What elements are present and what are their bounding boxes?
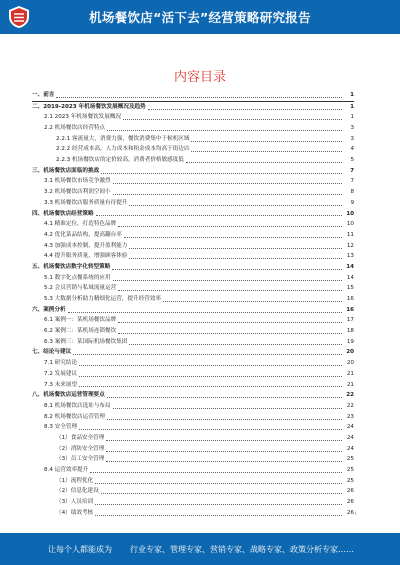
toc-leader-dots xyxy=(129,248,342,249)
toc-entry-page: 14 xyxy=(346,274,354,281)
toc-leader-dots xyxy=(95,483,342,484)
toc-entry-label: 8.2 机场餐饮店运营管理 xyxy=(44,413,106,420)
toc-entry-page: 16 xyxy=(346,306,354,313)
toc-leader-dots xyxy=(148,109,342,110)
toc-leader-dots xyxy=(73,354,342,355)
toc-leader-dots xyxy=(96,215,342,216)
toc-entry-page: 23 xyxy=(346,413,354,420)
toc-leader-dots xyxy=(113,183,342,184)
toc-entry[interactable] xyxy=(32,476,354,487)
toc-leader-dots xyxy=(106,461,342,462)
toc-leader-dots xyxy=(79,376,342,377)
toc-entry-page: 1 xyxy=(350,103,354,110)
toc-entry[interactable] xyxy=(32,422,354,433)
toc-entry-label: 三、机场餐饮店面临的挑战 xyxy=(32,167,100,174)
toc-entry-page: 4 xyxy=(350,146,354,153)
toc-entry-page: 25 xyxy=(346,456,354,463)
toc-entry[interactable] xyxy=(32,315,354,326)
toc-entry-label: 8.3 安全管理 xyxy=(44,424,78,431)
toc-entry-label: 7.3 未来展望 xyxy=(44,381,78,388)
toc-entry-page: 1 xyxy=(350,91,354,98)
toc-entry-label: 6.2 案例二：某机场连锁餐饮 xyxy=(44,328,117,335)
toc-entry-page: 25 xyxy=(346,467,354,474)
toc-leader-dots xyxy=(95,504,342,505)
toc-leader-dots xyxy=(106,451,342,452)
toc-entry[interactable] xyxy=(32,166,354,177)
toc-entry-label: 6.3 案例三：某国际机场餐饮集团 xyxy=(44,338,128,345)
toc-entry[interactable] xyxy=(32,219,354,230)
toc-entry-label: 4.2 优化菜品结构，提高翻台率 xyxy=(44,231,122,238)
page-number: i xyxy=(354,511,356,517)
toc-entry-page: 12 xyxy=(346,242,354,249)
toc-leader-dots xyxy=(79,386,342,387)
toc-leader-dots xyxy=(90,472,342,473)
toc-leader-dots xyxy=(186,162,342,163)
toc-entry-label: 5.1 数字化点餐系统的应用 xyxy=(44,274,111,281)
toc-entry-page: 19 xyxy=(346,338,354,345)
toc-leader-dots xyxy=(107,397,342,398)
toc-entry[interactable] xyxy=(32,369,354,380)
toc-entry[interactable] xyxy=(32,486,354,497)
toc-entry-label: 4.4 提升服务质量，增强顾客体验 xyxy=(44,253,128,260)
toc-entry-page: 11 xyxy=(346,231,354,238)
toc-entry-label: 5.3 大数据分析助力精细化运营，提升经营效率 xyxy=(44,296,161,303)
toc-entry[interactable] xyxy=(32,251,354,262)
toc-leader-dots xyxy=(107,419,342,420)
toc-entry[interactable] xyxy=(32,433,354,444)
toc-entry-page: 14 xyxy=(346,263,354,270)
toc-entry[interactable] xyxy=(32,326,354,337)
toc-leader-dots xyxy=(163,301,342,302)
toc-entry-page: 7 xyxy=(350,167,354,174)
toc-leader-dots xyxy=(118,290,342,291)
table-of-contents xyxy=(32,90,354,519)
toc-leader-dots xyxy=(101,173,342,174)
toc-entry-label: 七、结论与建议 xyxy=(32,349,72,356)
toc-leader-dots xyxy=(191,151,342,152)
toc-entry[interactable] xyxy=(32,177,354,188)
toc-entry-label: 3.2 机场餐饮店利润空间小 xyxy=(44,189,111,196)
toc-entry-label: （2）消防安全管理 xyxy=(56,445,105,452)
toc-leader-dots xyxy=(123,119,342,120)
toc-entry[interactable] xyxy=(32,209,354,220)
toc-entry-page: 1 xyxy=(350,114,354,121)
toc-entry-page: 20 xyxy=(346,360,354,367)
toc-entry[interactable] xyxy=(32,230,354,241)
toc-entry[interactable] xyxy=(32,90,354,102)
toc-entry-label: 4.3 加强成本控制，提升盈利能力 xyxy=(44,242,128,249)
toc-entry-label: 3.1 机场餐饮市场竞争激烈 xyxy=(44,178,111,185)
toc-entry[interactable] xyxy=(32,198,354,209)
toc-heading: 内容目录 xyxy=(173,70,226,85)
toc-leader-dots xyxy=(129,205,342,206)
toc-entry-page: 25 xyxy=(346,477,354,484)
toc-entry-label: 五、机场餐饮店数字化转型策略 xyxy=(32,263,111,270)
toc-leader-dots xyxy=(118,322,342,323)
toc-entry-page: 21 xyxy=(346,370,354,377)
toc-entry[interactable] xyxy=(32,305,354,316)
toc-entry[interactable] xyxy=(32,348,354,359)
toc-leader-dots xyxy=(118,333,342,334)
toc-entry-label: 5.2 会员营销与私域流量运营 xyxy=(44,285,117,292)
toc-entry-page: 7 xyxy=(350,178,354,185)
toc-leader-dots xyxy=(68,312,342,313)
toc-entry-label: （4）绩效考核 xyxy=(56,509,94,516)
toc-leader-dots xyxy=(113,408,342,409)
toc-leader-dots xyxy=(118,226,342,227)
footer-slogan-left: 让每个人都能成为 xyxy=(48,544,112,554)
toc-entry[interactable] xyxy=(32,497,354,508)
toc-entry-page: 3 xyxy=(350,135,354,142)
toc-entry-label: 2.2.2 经营成本高，人力成本和租金成本均高于街边店 xyxy=(56,146,190,153)
toc-entry-label: 八、机场餐饮店运营管理要点 xyxy=(32,392,105,399)
toc-entry-label: 7.1 研究结论 xyxy=(44,360,78,367)
toc-leader-dots xyxy=(113,194,342,195)
toc-entry-label: （2）信息化建设 xyxy=(56,488,99,495)
toc-entry[interactable] xyxy=(32,401,354,412)
toc-leader-dots xyxy=(101,493,342,494)
toc-entry[interactable] xyxy=(32,294,354,305)
toc-entry[interactable] xyxy=(32,144,354,155)
toc-entry-page: 21 xyxy=(346,381,354,388)
toc-entry[interactable] xyxy=(32,380,354,391)
toc-entry-page: 10 xyxy=(346,210,354,217)
toc-leader-dots xyxy=(79,365,342,366)
toc-entry[interactable] xyxy=(32,283,354,294)
report-title: 机场餐饮店“活下去”经营策略研究报告 xyxy=(89,10,311,25)
toc-entry[interactable] xyxy=(32,508,354,519)
toc-entry-label: （1）流程优化 xyxy=(56,477,94,484)
toc-entry-label: （1）食品安全管理 xyxy=(56,434,105,441)
toc-entry[interactable] xyxy=(32,390,354,401)
toc-entry-page: 18 xyxy=(346,328,354,335)
toc-entry-label: 6.1 案例一：某机场餐饮品牌 xyxy=(44,317,117,324)
toc-leader-dots xyxy=(79,429,342,430)
toc-entry-page: 26 xyxy=(346,509,354,516)
toc-entry-page: 26 xyxy=(346,488,354,495)
toc-entry-label: 2.2 机场餐饮店经营特点 xyxy=(44,125,106,132)
toc-entry[interactable] xyxy=(32,241,354,252)
toc-entry-page: 15 xyxy=(346,285,354,292)
toc-entry-page: 20 xyxy=(346,349,354,356)
toc-entry[interactable] xyxy=(32,454,354,465)
toc-entry-page: 10 xyxy=(346,221,354,228)
toc-leader-dots xyxy=(124,237,342,238)
header-band xyxy=(0,0,400,34)
toc-leader-dots xyxy=(107,130,342,131)
toc-entry[interactable] xyxy=(32,134,354,145)
toc-entry[interactable] xyxy=(32,187,354,198)
toc-entry-label: 8.1 机场餐饮店选址与布局 xyxy=(44,402,111,409)
toc-entry-label: （3）人员培训 xyxy=(56,499,94,506)
toc-entry[interactable] xyxy=(32,155,354,166)
toc-entry-page: 13 xyxy=(346,253,354,260)
toc-entry[interactable] xyxy=(32,337,354,348)
toc-leader-dots xyxy=(191,141,342,142)
toc-entry[interactable] xyxy=(32,273,354,284)
toc-leader-dots xyxy=(129,344,342,345)
toc-entry-label: 7.2 发展建议 xyxy=(44,370,78,377)
toc-entry-label: 8.4 运营效率提升 xyxy=(44,467,89,474)
toc-entry-label: 3.3 机场餐饮店服务质量有待提升 xyxy=(44,199,128,206)
toc-entry-page: 5 xyxy=(350,157,354,164)
toc-entry-label: 2.1 2023 年机场餐饮发展概况 xyxy=(44,114,122,121)
toc-entry-page: 24 xyxy=(346,445,354,452)
toc-entry-page: 22 xyxy=(346,392,354,399)
toc-entry-page: 9 xyxy=(350,199,354,206)
toc-entry-page: 8 xyxy=(350,189,354,196)
toc-entry-label: 4.1 精准定位，打造特色品牌 xyxy=(44,221,117,228)
toc-leader-dots xyxy=(56,97,342,98)
toc-entry[interactable] xyxy=(32,465,354,476)
toc-entry-page: 24 xyxy=(346,424,354,431)
toc-leader-dots xyxy=(106,440,342,441)
toc-entry-label: 四、机场餐饮店经营策略 xyxy=(32,210,94,217)
toc-entry-label: 2.2.1 客流量大，消费力强，餐饮消费集中于候机区域 xyxy=(56,135,190,142)
toc-entry-label: 一、前言 xyxy=(32,91,55,98)
toc-leader-dots xyxy=(112,269,342,270)
footer-band xyxy=(0,533,400,565)
toc-leader-dots xyxy=(129,258,342,259)
toc-entry-page: 16 xyxy=(346,296,354,303)
toc-entry-page: 24 xyxy=(346,434,354,441)
toc-entry[interactable] xyxy=(32,112,354,123)
toc-entry-page: 3 xyxy=(350,125,354,132)
toc-entry-label: 2.2.3 机场餐饮店的定价较高，消费者价格敏感度低 xyxy=(56,157,184,164)
toc-leader-dots xyxy=(113,280,342,281)
toc-entry[interactable] xyxy=(32,102,354,113)
toc-entry-page: 26 xyxy=(346,499,354,506)
toc-entry[interactable] xyxy=(32,262,354,273)
toc-entry-page: 17 xyxy=(346,317,354,324)
toc-entry[interactable] xyxy=(32,444,354,455)
toc-entry-label: （3）员工安全管理 xyxy=(56,456,105,463)
toc-entry[interactable] xyxy=(32,412,354,423)
toc-entry-label: 六、案例分析 xyxy=(32,306,66,313)
toc-entry-label: 二、2019-2023 年机场餐饮发展概况及趋势 xyxy=(32,103,146,110)
toc-entry-page: 22 xyxy=(346,402,354,409)
toc-leader-dots xyxy=(95,515,342,516)
toc-entry[interactable] xyxy=(32,358,354,369)
footer-slogan-right: 行业专家、管理专家、营销专家、战略专家、政策分析专家…… xyxy=(130,544,354,554)
toc-entry[interactable] xyxy=(32,123,354,134)
